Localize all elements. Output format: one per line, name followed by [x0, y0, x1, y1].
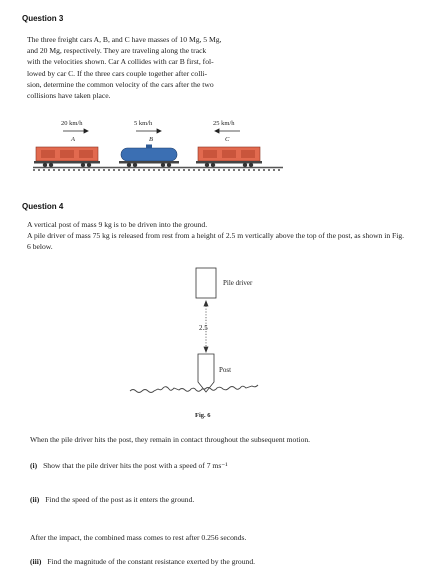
- car-b-tank-car: [119, 145, 179, 168]
- part-iii: [30, 556, 410, 567]
- q3-line: sion, determine the common velocity of the cars after the two: [27, 79, 214, 89]
- question-4-text-line-2: A pile driver of mass 75 kg is released from rest from a height of 2.5 m vertically above the top of the post, as shown in Fig. 6 below.: [27, 231, 405, 252]
- q3-line: collisions have taken place.: [27, 91, 111, 101]
- arrow-left-icon: [215, 129, 240, 133]
- car-a-speed-label: 20 km/h: [61, 120, 83, 127]
- part-ii: [30, 494, 410, 505]
- car-b-label: B: [149, 136, 153, 143]
- car-b-speed-label: 5 km/h: [134, 120, 153, 127]
- q3-line: lowed by car C. If the three cars couple together after colli-: [27, 68, 208, 78]
- part-iii-label: (iii): [30, 557, 42, 566]
- contact-statement: When the pile driver hits the post, they remain in contact throughout the subsequent motion.: [30, 435, 311, 444]
- height-label: 2.5: [199, 324, 208, 332]
- car-c-label: C: [225, 136, 230, 143]
- part-ii-label: (ii): [30, 495, 40, 504]
- part-iii-text: Find the magnitude of the constant resistance exerted by the ground.: [47, 557, 256, 566]
- post-label: Post: [219, 366, 232, 374]
- freight-cars-figure: [33, 116, 283, 178]
- q3-line: and 20 Mg, respectively. They are traveling along the track: [27, 46, 207, 56]
- q3-line: The three freight cars A, B, and C have masses of 10 Mg, 5 Mg,: [27, 35, 222, 44]
- question-3-text: [27, 34, 289, 101]
- question-4-heading: Question 4: [22, 202, 64, 211]
- pile-driver-label: Pile driver: [223, 279, 253, 287]
- question-3-heading: Question 3: [22, 14, 64, 23]
- arrow-right-icon: [136, 129, 161, 133]
- car-a-boxcar: [34, 147, 100, 167]
- question-4-text-line-1: A vertical post of mass 9 kg is to be driven into the ground.: [27, 220, 208, 229]
- rail-track: [33, 168, 283, 171]
- pile-driver-block: [196, 268, 216, 298]
- arrow-right-icon: [63, 129, 88, 133]
- after-impact-statement: After the impact, the combined mass comes to rest after 0.256 seconds.: [30, 533, 247, 542]
- car-a-label: A: [71, 136, 75, 143]
- ground-line: [130, 385, 258, 393]
- car-c-speed-label: 25 km/h: [213, 120, 235, 127]
- part-i: [30, 460, 410, 471]
- figure-caption: Fig. 6: [195, 412, 211, 419]
- q3-line: with the velocities shown. Car A collides with car B first, fol-: [27, 57, 214, 67]
- part-i-label: (i): [30, 461, 38, 470]
- part-i-text: Show that the pile driver hits the post with a speed of 7 ms⁻¹: [43, 461, 228, 470]
- part-ii-text: Find the speed of the post as it enters the ground.: [45, 495, 195, 504]
- car-c-boxcar: [196, 147, 262, 167]
- post-shape: [198, 354, 214, 392]
- pile-driver-figure: [118, 258, 298, 408]
